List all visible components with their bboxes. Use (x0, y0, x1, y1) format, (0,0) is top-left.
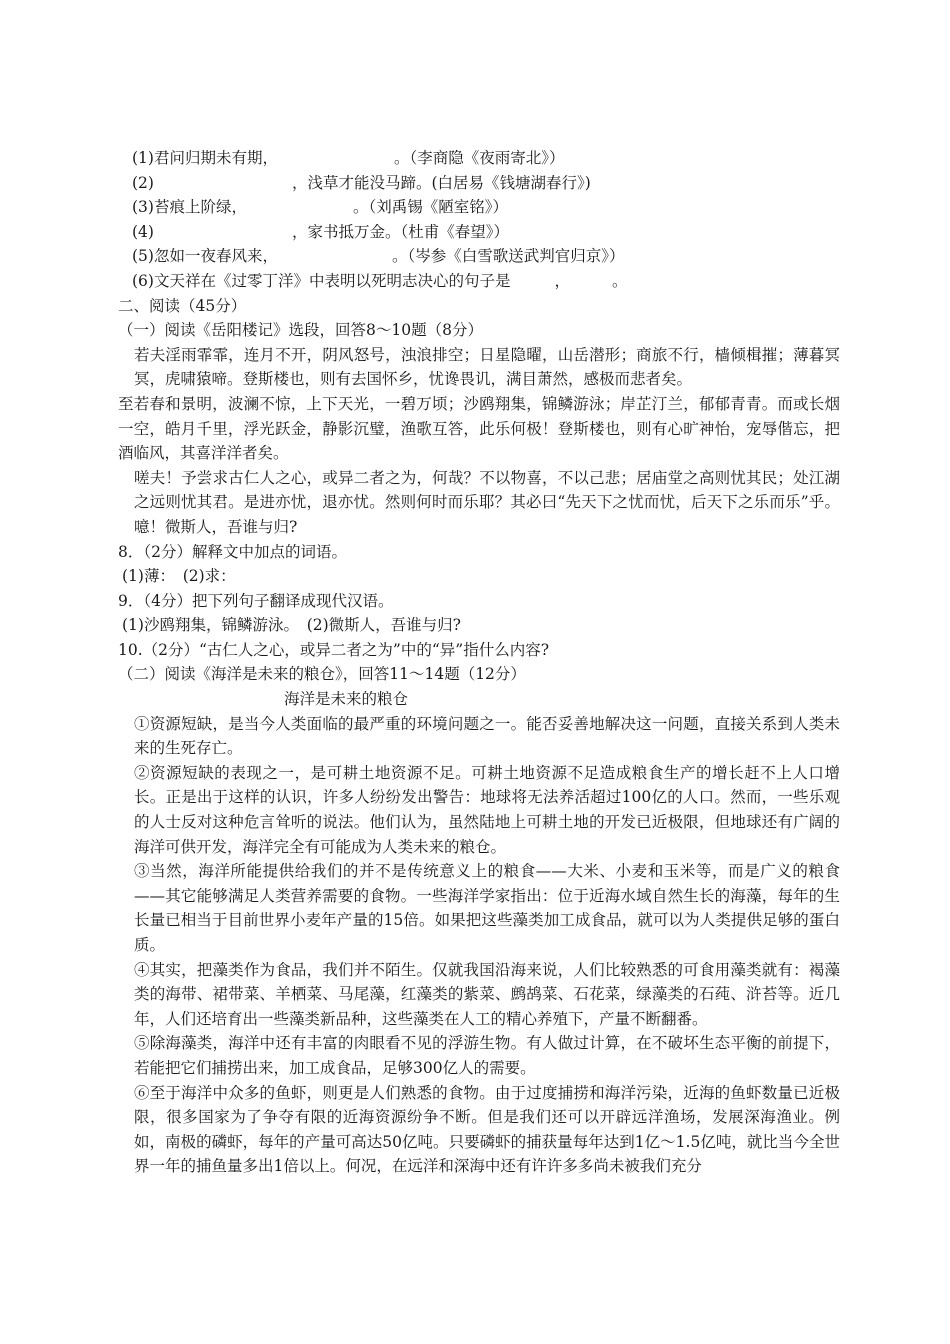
part2-title: （二）阅读《海洋是未来的粮仓》，回答11～14题（12分） (118, 665, 526, 684)
article-body (118, 712, 840, 1179)
question-10: 10.（2分）“古仁人之心，或异二者之为”中的“异”指什么内容? (118, 640, 550, 659)
passage-yueyanglou (118, 343, 840, 540)
section-title: 二、阅读（45分） (118, 296, 247, 315)
article-paragraph: ⑥至于海洋中众多的鱼虾，则更是人们熟悉的食物。由于过度捕捞和海洋污染，近海的鱼虾数量已近极限，很多国家为了争夺有限的近海资源纷争不断。但是我们还可以开辟远洋渔场，发展深海渔业。例如，南极的磷虾，每年的产量可高达50亿吨。只要磷虾的捕获量每年达到1亿～1.5亿吨，就比当今全世界一年的捕鱼量多出1倍以上。何况，在远洋和深海中还有许许多多尚未被我们充分 (134, 1083, 840, 1176)
passage-paragraph: 若夫淫雨霏霏，连月不开，阴风怒号，浊浪排空；日星隐曜，山岳潜形；商旅不行，樯倾楫摧；薄暮冥冥，虎啸猿啼。登斯楼也，则有去国怀乡，忧谗畏讥，满目萧然，感极而悲者矣。 (134, 345, 840, 389)
passage-paragraph: 至若春和景明，波澜不惊，上下天光，一碧万顷；沙鸥翔集，锦鳞游泳；岸芷汀兰，郁郁青青。而或长烟一空，皓月千里，浮光跃金，静影沉璧，渔歌互答，此乐何极！登斯楼也，则有心旷神怡，宠辱偕忘，把酒临风，其喜洋洋者矣。 (118, 394, 840, 463)
question-9: 9．（4分）把下列句子翻译成现代汉语。 (118, 591, 394, 610)
article-paragraph: ②资源短缺的表现之一，是可耕土地资源不足。可耕土地资源不足造成粮食生产的增长赶不上人口增长。正是出于这样的认识，许多人纷纷发出警告：地球将无法养活超过100亿的人口。然而，一些乐观的人士反对这种危言耸听的说法。他们认为，虽然陆地上可耕土地的开发已近极限，但地球还有广阔的海洋可供开发，海洋完全有可能成为人类未来的粮仓。 (134, 763, 840, 856)
question-8-items: (1)薄： (2)求： (122, 567, 236, 586)
passage-paragraph: 嗟夫！予尝求古仁人之心，或异二者之为，何哉？不以物喜，不以己悲；居庙堂之高则忧其民；处江湖之远则忧其君。是进亦忧，退亦忧。然则何时而乐耶？其必曰“先天下之忧而忧，后天下之乐而乐”乎。噫！微斯人，吾谁与归? (134, 468, 840, 536)
question-9-items: (1)沙鸥翔集，锦鳞游泳。 (2)微斯人，吾谁与归? (122, 616, 461, 635)
poem-line-4: (4) ，家书抵万金。（杜甫《春望》） (132, 222, 509, 241)
question-8: 8．（2分）解释文中加点的词语。 (118, 542, 347, 561)
article-paragraph: ④其实，把藻类作为食品，我们并不陌生。仅就我国沿海来说，人们比较熟悉的可食用藻类就有：褐藻类的海带、裙带菜、羊栖菜、马尾藻，红藻类的紫菜、鹧鸪菜、石花菜，绿藻类的石莼、浒苔等。近几年，人们还培育出一些藻类新品种，这些藻类在人工的精心养殖下，产量不断翻番。 (134, 960, 840, 1028)
part1-title: （一）阅读《岳阳楼记》选段，回答8～10题（8分） (118, 321, 483, 340)
poem-line-6: (6)文天祥在《过零丁洋》中表明以死明志决心的句子是 ， 。 (132, 271, 628, 290)
poem-line-5: (5)忽如一夜春风来， 。（岑参《白雪歌送武判官归京》） (132, 247, 625, 266)
poem-line-2: (2) ，浅草才能没马蹄。(白居易《钱塘湖春行》) (132, 173, 591, 192)
article-paragraph: ③当然，海洋所能提供给我们的并不是传统意义上的粮食——大米、小麦和玉米等，而是广义的粮食——其它能够满足人类营养需要的食物。一些海洋学家指出：位于近海水域自然生长的海藻，每年的生长量已相当于目前世界小麦年产量的15倍。如果把这些藻类加工成食品，就可以为人类提供足够的蛋白质。 (134, 862, 840, 954)
article-paragraph: ⑤除海藻类，海洋中还有丰富的肉眼看不见的浮游生物。有人做过计算，在不破坏生态平衡的前提下，若能把它们捕捞出来，加工成食品，足够300亿人的需要。 (134, 1034, 840, 1077)
article-title: 海洋是未来的粮仓 (284, 690, 409, 709)
document-page (118, 146, 840, 1179)
poem-line-3: (3)苔痕上阶绿， 。（刘禹锡《陋室铭》） (132, 198, 508, 217)
article-paragraph: ①资源短缺，是当今人类面临的最严重的环境问题之一。能否妥善地解决这一问题，直接关系到人类未来的生死存亡。 (134, 714, 840, 758)
poem-line-1: (1)君问归期未有期， 。（李商隐《夜雨寄北》） (132, 149, 565, 167)
